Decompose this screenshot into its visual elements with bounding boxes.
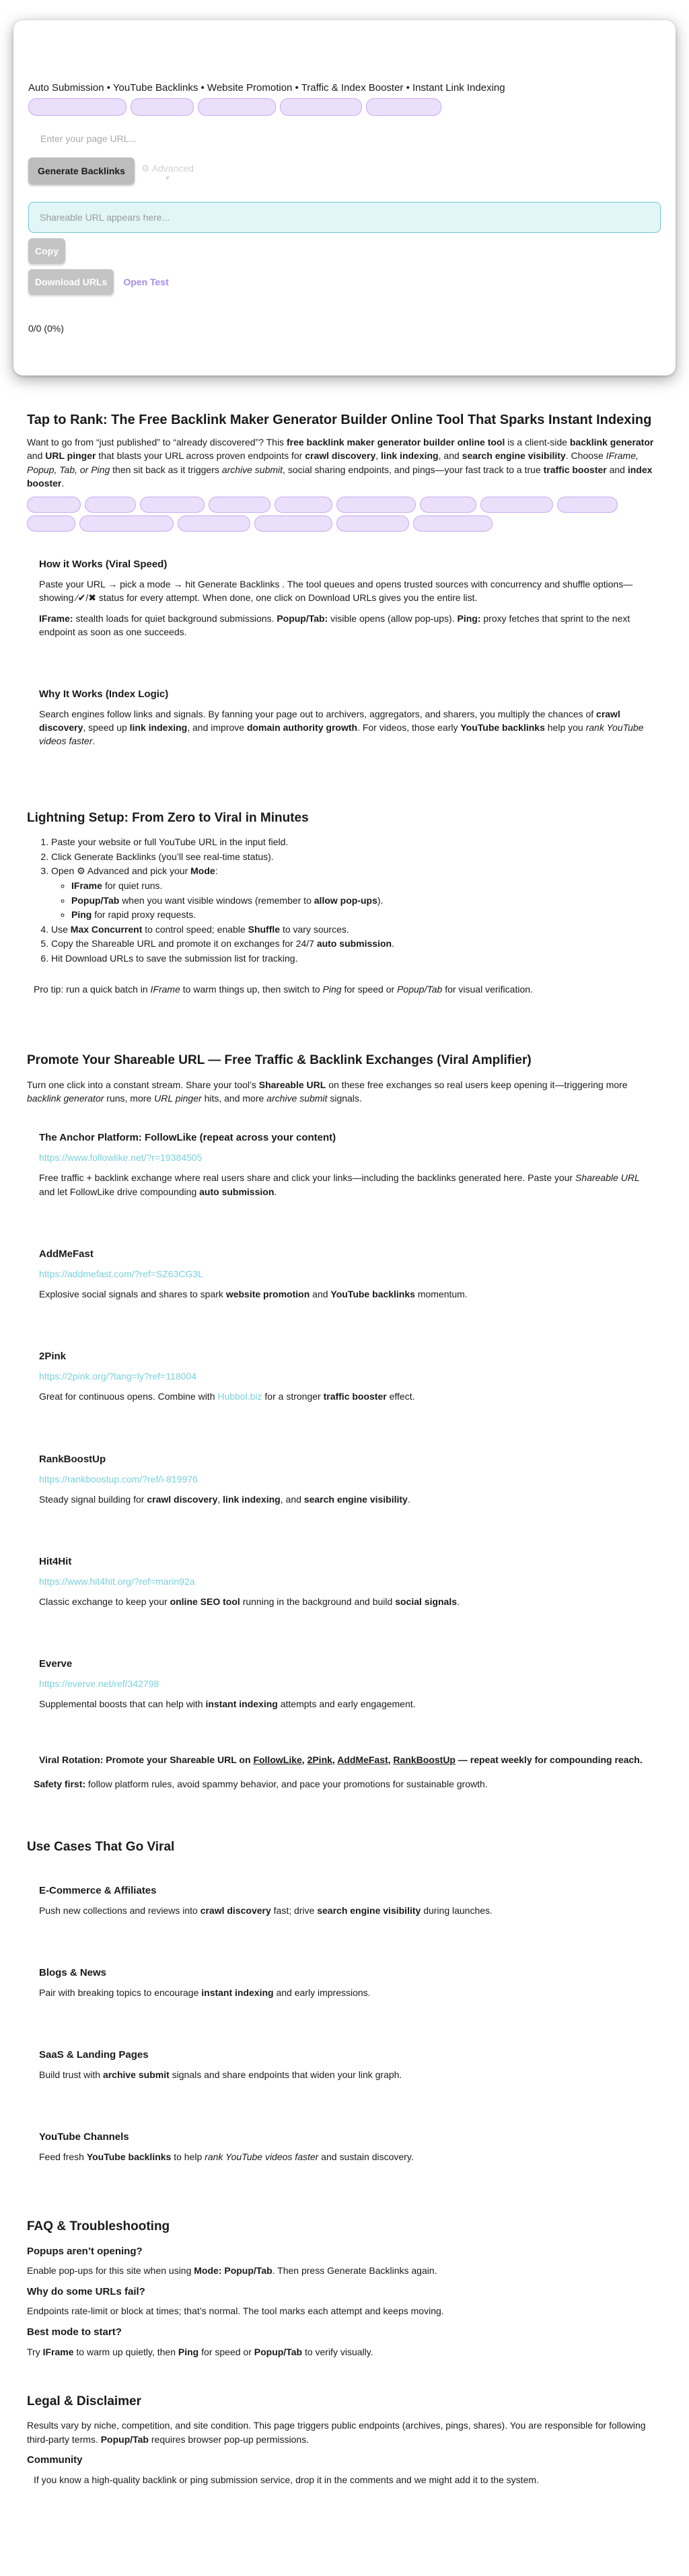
exchange-title: AddMeFast [39,1248,94,1260]
setup-heading: Lightning Setup: From Zero to Viral in Minutes [27,810,309,825]
exchange-addmefast [27,1240,662,1314]
mode-pill-row [28,98,661,116]
exchange-followlike [27,1124,662,1212]
use-case-title: YouTube Channels [39,2131,129,2143]
exchange-hit4hit [27,1548,662,1622]
exchange-description: Steady signal building for crawl discovery, link indexing, and search engine visibility. [39,1493,410,1505]
exchange-description: Free traffic + backlink exchange where real users share and click your links—including the backlinks generated here. Paste your Shareable URL and let FollowLike drive compounding auto submission. [39,1172,640,1197]
exchange-title: Hit4Hit [39,1556,72,1568]
keyword-badges [27,497,662,532]
faq-question: Why do some URLs fail? [27,2285,145,2297]
mode-list [51,879,662,921]
keyword-badge[interactable] [254,515,332,532]
use-case-blogs [27,1959,662,2013]
mode-descriptions: IFrame: stealth loads for quiet background submissions. Popup/Tab: visible opens (allow pop-ups). Ping: proxy fetches that sprint to the next endpoint as soon as one succeeds. [39,612,630,637]
setup-steps [27,835,662,965]
exchange-rankboostup [27,1445,662,1519]
exchange-description: Supplemental boosts that can help with instant indexing attempts and early engagement. [39,1698,416,1710]
promote-heading: Promote Your Shareable URL — Free Traffic & Backlink Exchanges (Viral Amplifier) [27,1053,532,1068]
use-case-ecommerce [27,1877,662,1931]
pro-tip: Pro tip: run a quick batch in IFrame to warm things up, then switch to Ping for speed or Popup/Tab for visual verification. [34,983,533,995]
exchange-title: RankBoostUp [39,1453,106,1465]
tool-nav-line: Auto Submission • YouTube Backlinks • Website Promotion • Traffic & Index Booster • Instant Link Indexing [28,82,505,94]
exchange-link[interactable]: https://www.followlike.net/?r=19384505 [39,1152,203,1164]
exchange-link[interactable]: https://2pink.org/?lang=ly?ref=118004 [39,1371,197,1382]
mode-pill[interactable] [28,98,126,116]
download-urls-button[interactable]: Download URLs [28,269,114,295]
community-text: If you know a high-quality backlink or ping submission service, drop it in the comments and we might add it to the system. [34,2474,539,2485]
promote-intro: Turn one click into a constant stream. Share your tool’s Shareable URL on these free exchanges so real users keep opening it—triggering more backlink generator runs, more URL pinger hits, and more archive submit signals. [27,1079,628,1104]
exchange-description: Classic exchange to keep your online SEO tool running in the background and build social signals. [39,1596,460,1608]
exchange-title: The Anchor Platform: FollowLike (repeat across your content) [39,1132,336,1144]
url-input[interactable] [28,125,661,152]
generate-backlinks-button[interactable]: Generate Backlinks [28,157,135,184]
list-item: 1. Paste your website or full YouTube URL in the input field. [51,835,662,849]
shareable-url-placeholder: Shareable URL appears here... [40,211,170,223]
chevron-down-icon: ▾ [166,174,170,182]
safety-note: Safety first: follow platform rules, avoid spammy behavior, and pace your promotions for sustainable growth. [34,1779,488,1790]
exchange-description: Great for continuous opens. Combine with Hubbol.biz for a stronger traffic booster effect. [39,1391,415,1402]
faq-answer: Try IFrame to warm up quietly, then Ping for speed or Popup/Tab to verify visually. [27,2346,373,2357]
use-case-text: Push new collections and reviews into crawl discovery fast; drive search engine visibility during launches. [39,1904,493,1916]
use-case-text: Pair with breaking topics to encourage instant indexing and early impressions. [39,1987,371,1998]
keyword-badge[interactable] [79,515,174,532]
open-test-link[interactable]: Open Test [123,276,169,287]
list-item: ◦ Popup/Tab when you want visible windows (remember to allow pop-ups). [71,894,662,907]
legal-text: Results vary by niche, competition, and site condition. This page triggers public endpoints (archives, pings, shares). You are responsible for following third-party terms. Popup/Tab requires browser pop-up permissions. [27,2420,646,2445]
faq-heading: FAQ & Troubleshooting [27,2219,170,2234]
section-heading: Why It Works (Index Logic) [39,688,169,701]
community-heading: Community [27,2454,83,2466]
mode-pill[interactable] [280,98,362,116]
keyword-badge[interactable] [140,497,205,513]
exchange-description: Explosive social signals and shares to spark website promotion and YouTube backlinks momentum. [39,1289,468,1300]
mode-pill[interactable] [131,98,194,116]
how-it-works-index [27,680,662,762]
keyword-badge[interactable] [85,497,136,513]
use-case-text: Build trust with archive submit signals and share endpoints that widen your link graph. [39,2069,402,2080]
keyword-badge[interactable] [275,497,332,513]
use-case-title: SaaS & Landing Pages [39,2049,149,2061]
list-item: 5. Copy the Shareable URL and promote it on exchanges for 24/7 auto submission. [51,937,662,950]
keyword-badge[interactable] [420,497,476,513]
use-case-saas [27,2041,662,2095]
use-cases-heading: Use Cases That Go Viral [27,1840,175,1855]
hubbol-link[interactable]: Hubbol.biz [217,1391,262,1402]
keyword-badge[interactable] [27,497,81,513]
rotation-link[interactable]: AddMeFast [337,1754,388,1765]
keyword-badge[interactable] [336,497,416,513]
exchange-title: Everve [39,1658,73,1670]
how-speed-text: Paste your URL → pick a mode → hit Generate Backlinks . The tool queues and opens trusted sources with concurrency and shuffle options—showing ⁄✔/✖ status for every attempt. When done, one click on Download URLs gives you the entire list. [39,578,633,604]
keyword-badge[interactable] [178,515,250,532]
keyword-badge[interactable] [557,497,618,513]
exchange-link[interactable]: https://everve.net/ref/342798 [39,1678,159,1690]
exchange-everve [27,1650,662,1724]
keyword-badge[interactable] [336,515,409,532]
exchange-link[interactable]: https://addmefast.com/?ref=SZ63CG3L [39,1268,203,1279]
exchange-link[interactable]: https://www.hit4hit.org/?ref=marin92a [39,1575,195,1587]
faq-answer: Enable pop-ups for this site when using Mode: Popup/Tab. Then press Generate Backlinks again. [27,2265,437,2277]
section-heading: How it Works (Viral Speed) [39,559,168,571]
exchange-title: 2Pink [39,1351,67,1363]
legal-heading: Legal & Disclaimer [27,2394,142,2408]
how-it-works-speed [27,550,662,652]
keyword-badge[interactable] [480,497,553,513]
list-item: 2. Click Generate Backlinks (you’ll see real-time status). [51,850,662,863]
intro-paragraph: Want to go from “just published” to “already discovered”? This free backlink maker generator builder online tool is a client-side backlink generator and URL pinger that blasts your URL across proven endpoints for crawl discovery, link indexing, and search engine visibility. Choose IFrame, Popup, Tab, or Ping then sit back as it triggers archive submit, social sharing endpoints, and pings—your fast track to a true traffic booster and index booster. [27,437,654,489]
backlink-tool-panel [13,20,676,375]
index-logic-text: Search engines follow links and signals. By fanning your page out to archivers, aggregators, and sharers, you multiply the chances of crawl discovery, speed up link indexing, and improve domain authority growth. For videos, those early YouTube backlinks help you rank YouTube videos faster. [39,708,644,747]
list-item: 3. Open ⚙ Advanced and pick your Mode: ◦ IFrame for quiet runs. ◦ Popup/Tab when you want visible windows (remember to allow pop-ups). ◦ Ping for rapid proxy requests. [51,864,662,921]
viral-rotation-note: Viral Rotation: Promote your Shareable URL on FollowLike, 2Pink, AddMeFast, RankBoostUp — repeat weekly for compounding reach. [39,1754,643,1765]
exchange-link[interactable]: https://rankboostup.com/?ref/i-819976 [39,1473,198,1484]
list-item: ◦ IFrame for quiet runs. [71,879,662,892]
copy-button[interactable]: Copy [28,238,65,264]
advanced-label: ⚙ Advanced [141,162,194,174]
mode-pill[interactable] [366,98,441,116]
faq-question: Popups aren’t opening? [27,2245,143,2257]
use-case-title: Blogs & News [39,1966,107,1978]
keyword-badge[interactable] [27,515,75,532]
rotation-link[interactable]: RankBoostUp [393,1754,456,1765]
rotation-link[interactable]: 2Pink [307,1754,332,1765]
shareable-url-field[interactable] [28,202,661,233]
faq-answer: Endpoints rate-limit or block at times; that’s normal. The tool marks each attempt and keeps moving. [27,2305,444,2317]
progress-status: 0/0 (0%) [28,322,64,334]
use-case-youtube [27,2123,662,2177]
faq-question: Best mode to start? [27,2326,122,2338]
list-item: 6. Hit Download URLs to save the submission list for tracking. [51,952,662,965]
use-case-title: E-Commerce & Affiliates [39,1884,157,1896]
page-title: Tap to Rank: The Free Backlink Maker Generator Builder Online Tool That Sparks Instant Indexing [27,413,652,427]
list-item: 4. Use Max Concurrent to control speed; enable Shuffle to vary sources. [51,923,662,936]
use-case-text: Feed fresh YouTube backlinks to help rank YouTube videos faster and sustain discovery. [39,2151,414,2162]
exchange-2pink [27,1343,662,1417]
rotation-link[interactable]: FollowLike [253,1754,302,1765]
advanced-toggle[interactable] [141,157,194,183]
list-item: ◦ Ping for rapid proxy requests. [71,908,662,921]
mode-pill[interactable] [198,98,276,116]
keyword-badge[interactable] [209,497,270,513]
keyword-badge[interactable] [413,515,493,532]
